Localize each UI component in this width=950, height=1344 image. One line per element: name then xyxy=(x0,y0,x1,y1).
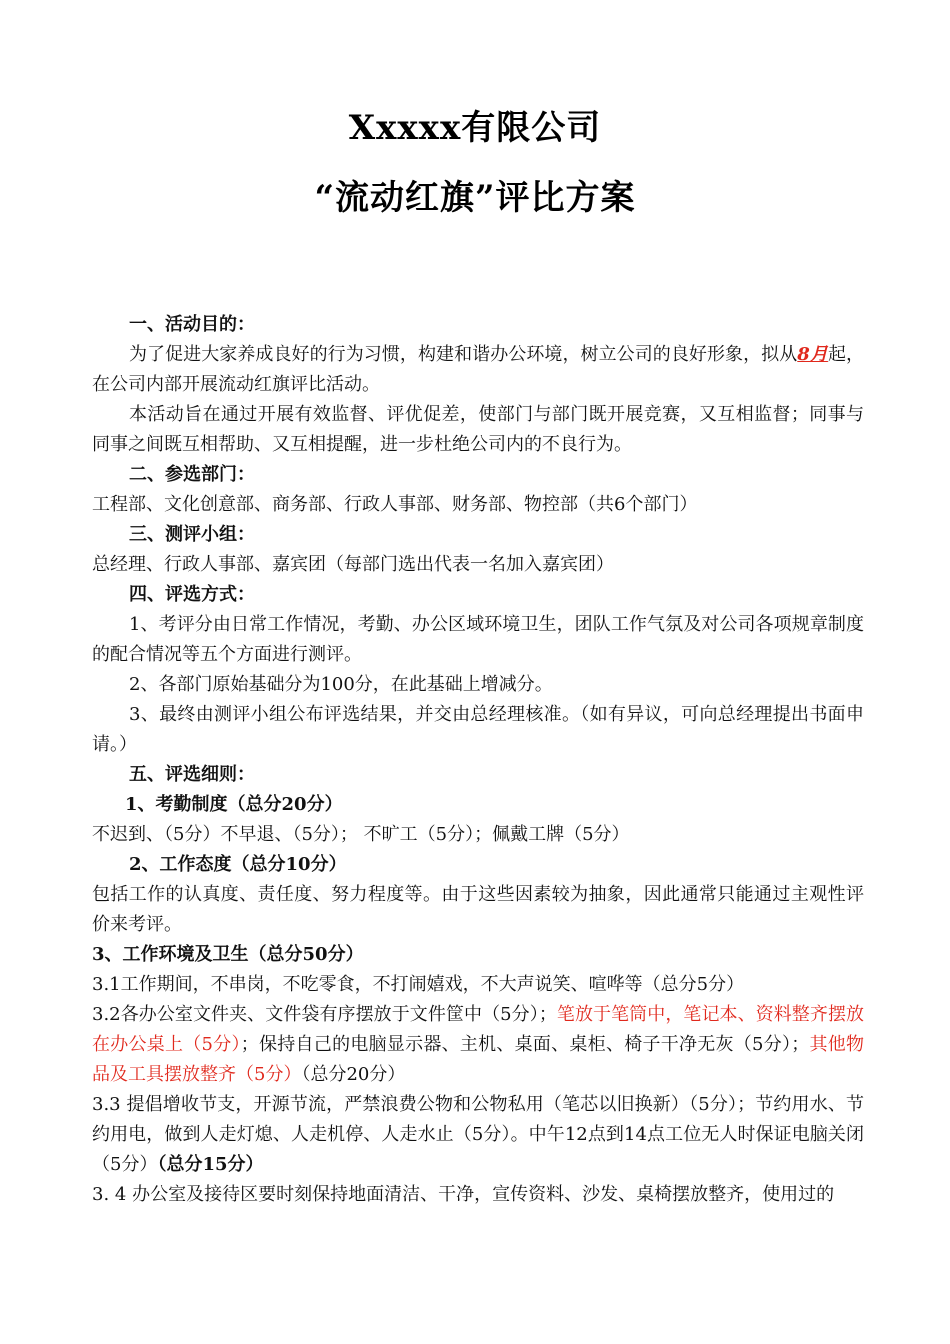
method-item-2: 2、各部门原始基础分为100分，在此基础上增减分。 xyxy=(129,674,553,695)
rule-3-2-text-b: ；保持自己的电脑显示器、主机、桌面、桌柜、椅子干净无灰（5分）； xyxy=(240,1034,810,1055)
method-item-1: 1、考评分由日常工作情况，考勤、办公区域环境卫生，团队工作气氛及对公司各项规章制度的配合情况等五个方面进行测评。 xyxy=(92,614,864,665)
departments-text: 工程部、文化创意部、商务部、行政人事部、财务部、物控部（共6个部门） xyxy=(92,494,698,515)
section-heading-panel: 三、测评小组： xyxy=(129,524,255,545)
rule-3-2-highlight-2: 其他物品及工具摆放整齐（5分） xyxy=(92,1034,865,1085)
document-body xyxy=(92,310,864,1210)
method-item-3: 3、最终由测评小组公布评选结果，并交由总经理核准。（如有异议，可向总经理提出书面申请。） xyxy=(92,704,864,755)
section-heading-method: 四、评选方式： xyxy=(129,584,255,605)
section-heading-purpose: 一、活动目的： xyxy=(129,314,255,335)
rule-environment-heading: 3、工作环境及卫生（总分50分） xyxy=(92,944,364,965)
plan-title: “流动红旗”评比方案 xyxy=(314,178,636,218)
rule-3-3 xyxy=(92,1090,864,1180)
purpose-text-a: 为了促进大家养成良好的行为习惯，构建和谐办公环境，树立公司的良好形象，拟从 xyxy=(129,344,798,365)
rule-attendance-text: 不迟到、（5分）不早退、（5分）； 不旷工（5分）；佩戴工牌（5分） xyxy=(92,824,630,845)
start-month: 8月 xyxy=(797,344,828,365)
rule-3-3-text: 3.3 提倡增收节支，开源节流，严禁浪费公物和公物私用（笔芯以旧换新）（5分）；节约用水、节约用电，做到人走灯熄、人走机停、人走水止（5分）。中午12点到14点工位无人时保证电脑关闭（5分） xyxy=(92,1094,864,1175)
rule-3-1: 3.1工作期间，不串岗，不吃零食，不打闹嬉戏，不大声说笑、喧哗等（总分5分） xyxy=(92,974,745,995)
rule-3-2-text-c: （总分20分） xyxy=(301,1064,406,1085)
section-heading-departments: 二、参选部门： xyxy=(129,464,255,485)
purpose-paragraph-1 xyxy=(92,340,864,400)
purpose-paragraph-2: 本活动旨在通过开展有效监督、评优促差，使部门与部门既开展竞赛，又互相监督；同事与同事之间既互相帮助、又互相提醒，进一步杜绝公司内的不良行为。 xyxy=(92,404,864,455)
rule-attendance-heading: 1、考勤制度（总分20分） xyxy=(125,794,343,815)
rule-attitude-text: 包括工作的认真度、责任度、努力程度等。由于这些因素较为抽象，因此通常只能通过主观性评价来考评。 xyxy=(92,884,864,935)
purpose-text-b: 起，在公司内部开展流动红旗评比活动。 xyxy=(92,344,864,395)
section-heading-rules: 五、评选细则： xyxy=(129,764,255,785)
rule-3-3-total: （总分15分） xyxy=(157,1154,264,1175)
company-title: Xxxxx有限公司 xyxy=(348,108,602,148)
rule-3-2 xyxy=(92,1000,864,1090)
rule-3-2-text-a: 3.2各办公室文件夹、文件袋有序摆放于文件筐中（5分）； xyxy=(92,1004,557,1025)
rule-attitude-heading: 2、工作态度（总分10分） xyxy=(129,854,347,875)
rule-3-4: 3. 4 办公室及接待区要时刻保持地面清洁、干净，宣传资料、沙发、桌椅摆放整齐，使用过的 xyxy=(92,1184,835,1205)
panel-text: 总经理、行政人事部、嘉宾团（每部门选出代表一名加入嘉宾团） xyxy=(92,554,614,575)
rule-3-2-highlight-1: 笔放于笔筒中，笔记本、资料整齐摆放在办公桌上（5分） xyxy=(92,1004,865,1055)
